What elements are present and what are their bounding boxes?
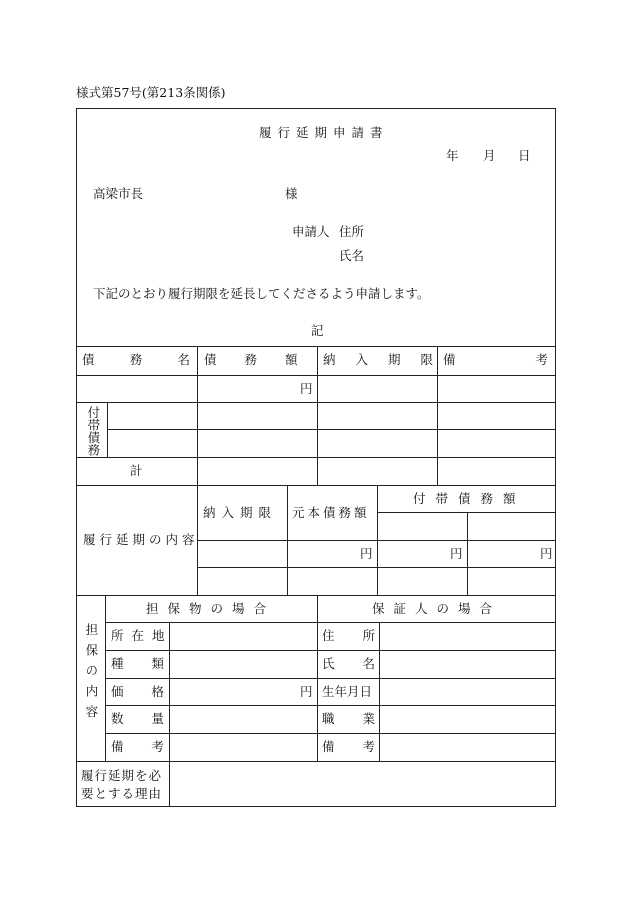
- principal-yen: 円: [360, 546, 373, 561]
- guarantor-name: 氏名: [322, 656, 404, 671]
- header-due-date: 納入期限: [323, 352, 454, 367]
- addressee-honorific: 様: [285, 186, 298, 201]
- total-label: 計: [130, 463, 143, 478]
- property-remarks: 備考: [111, 739, 193, 754]
- record-heading: 記: [311, 323, 324, 338]
- property-quantity: 数量: [111, 711, 193, 726]
- property-type: 種類: [111, 656, 193, 671]
- header-debt-amount: 債務額: [204, 352, 326, 367]
- date-day: 日: [518, 148, 531, 163]
- applicant-name-label: 氏名: [339, 248, 365, 263]
- property-location: 所在地: [111, 628, 173, 643]
- applicant-label: 申請人: [292, 224, 330, 239]
- property-price-yen: 円: [300, 684, 313, 699]
- collateral-property-header: 担保物の場合: [146, 601, 276, 616]
- date-year: 年: [446, 148, 459, 163]
- header-remarks: 備考: [443, 352, 629, 367]
- form-number: 様式第57号(第213条関係): [76, 85, 226, 100]
- request-text: 下記のとおり履行期限を延長してくださるよう申請します。: [93, 286, 430, 301]
- application-form: [76, 108, 629, 807]
- extension-label: 履行延期の内容: [83, 532, 199, 547]
- reason-label-line1: 履行延期を必: [81, 768, 163, 783]
- reason-label-line2: 要とする理由: [81, 786, 163, 801]
- guarantor-birthdate: 生年月日: [322, 684, 373, 699]
- header-debt-name: 債 務 名: [82, 352, 190, 367]
- date-month: 月: [483, 148, 496, 163]
- supplementary-yen-2: 円: [540, 546, 553, 561]
- collateral-guarantor-header: 保証人の場合: [372, 601, 502, 616]
- extension-supplementary-amount: 付帯債務額: [413, 491, 526, 506]
- form-title: 履行延期申請書: [259, 125, 389, 140]
- guarantor-remarks: 備考: [322, 739, 404, 754]
- extension-principal: 元本債務額: [292, 505, 370, 520]
- guarantor-address: 住所: [322, 628, 404, 643]
- debt-amount-yen: 円: [300, 381, 313, 396]
- guarantor-occupation: 職業: [322, 711, 404, 726]
- applicant-address-label: 住所: [339, 224, 365, 239]
- supplementary-yen-1: 円: [450, 546, 463, 561]
- supplementary-debt-label: 付帯債務: [85, 406, 101, 456]
- addressee-name: 高梁市長: [93, 186, 144, 201]
- extension-due-date: 納入期限: [203, 505, 278, 520]
- property-price: 価格: [111, 684, 193, 699]
- collateral-label: 担保の内容: [83, 623, 99, 726]
